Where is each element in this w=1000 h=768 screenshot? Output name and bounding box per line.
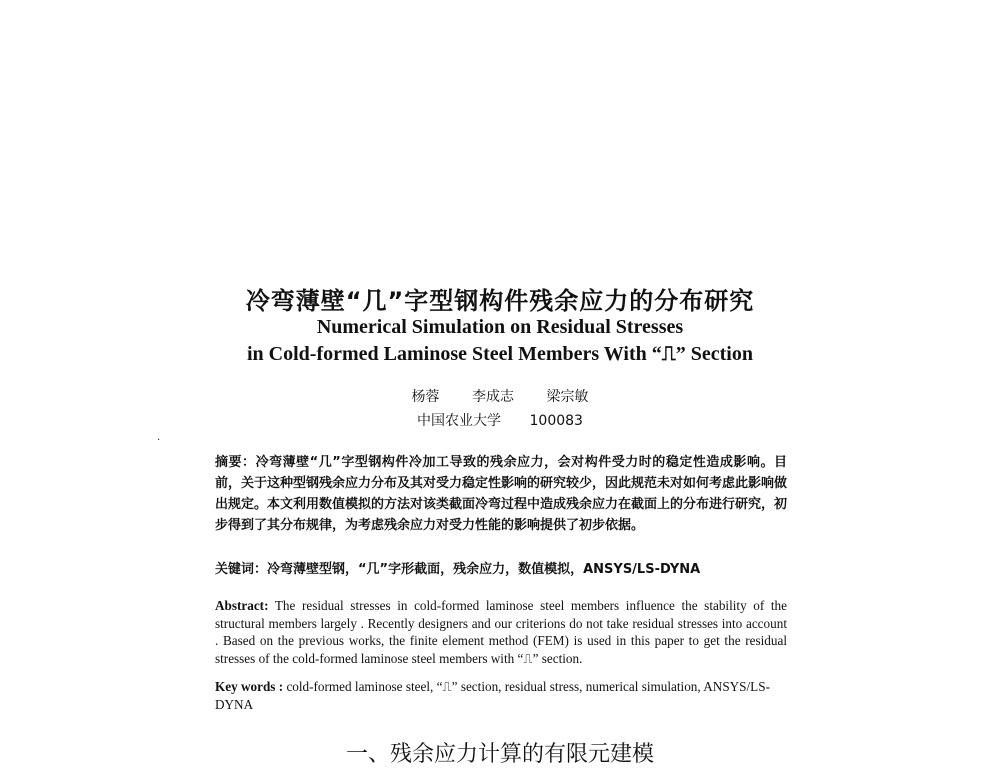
- keywords-english: [215, 678, 787, 713]
- keywords-english-label: Key words :: [215, 679, 284, 694]
- keywords-english-text: cold-formed laminose steel, “⎍” section, residual stress, numerical simulation, ANSYS/LS-DYNA: [215, 679, 770, 712]
- author-name: 杨蓉: [411, 389, 440, 405]
- paper-title-english-line1: Numerical Simulation on Residual Stresses: [316, 316, 684, 338]
- paper-title-english-line2: in Cold-formed Laminose Steel Members With “⎍” Section: [246, 343, 753, 365]
- paper-title-chinese: 冷弯薄壁“几”字型钢构件残余应力的分布研究: [245, 287, 755, 315]
- abstract-chinese: [215, 452, 787, 536]
- abstract-chinese-text: 冷弯薄壁“几”字型钢构件冷加工导致的残余应力，会对构件受力时的稳定性造成影响。目前，关于这种型钢残余应力分布及其对受力稳定性影响的研究较少，因此规范未对如何考虑此影响做出规定。本文利用数值模拟的方法对该类截面冷弯过程中造成残余应力在截面上的分布进行研究，初步得到了其分布规律，为考虑残余应力对受力性能的影响提供了初步依据。: [215, 455, 788, 533]
- author-name: 李成志: [472, 389, 514, 405]
- abstract-english-text: The residual stresses in cold-formed laminose steel members influence the stability of the structural members largely . Recently designers and our criterions do not take residual stresses into account . Based on the previous works, the finite element method (FEM) is used in this paper to get the residual stresses of the cold-formed laminose steel members with “⎍” section.: [215, 598, 787, 666]
- abstract-english: [215, 597, 787, 667]
- author-name: 梁宗敏: [546, 389, 589, 405]
- section-heading: 一、残余应力计算的有限元建模: [345, 742, 654, 767]
- keywords-chinese-text: 冷弯薄壁型钢，“几”字形截面，残余应力，数值模拟，ANSYS/LS-DYNA: [267, 562, 701, 577]
- keywords-chinese: [215, 558, 787, 577]
- abstract-chinese-label: 摘要：: [215, 455, 256, 470]
- keywords-chinese-label: 关键词：: [215, 562, 268, 577]
- author-list: [0, 386, 1000, 406]
- affiliation-name: 中国农业大学: [417, 413, 502, 429]
- postcode: 100083: [529, 413, 583, 429]
- affiliation: [0, 410, 1000, 430]
- abstract-english-label: Abstract:: [215, 598, 269, 613]
- stray-mark: .: [157, 432, 161, 443]
